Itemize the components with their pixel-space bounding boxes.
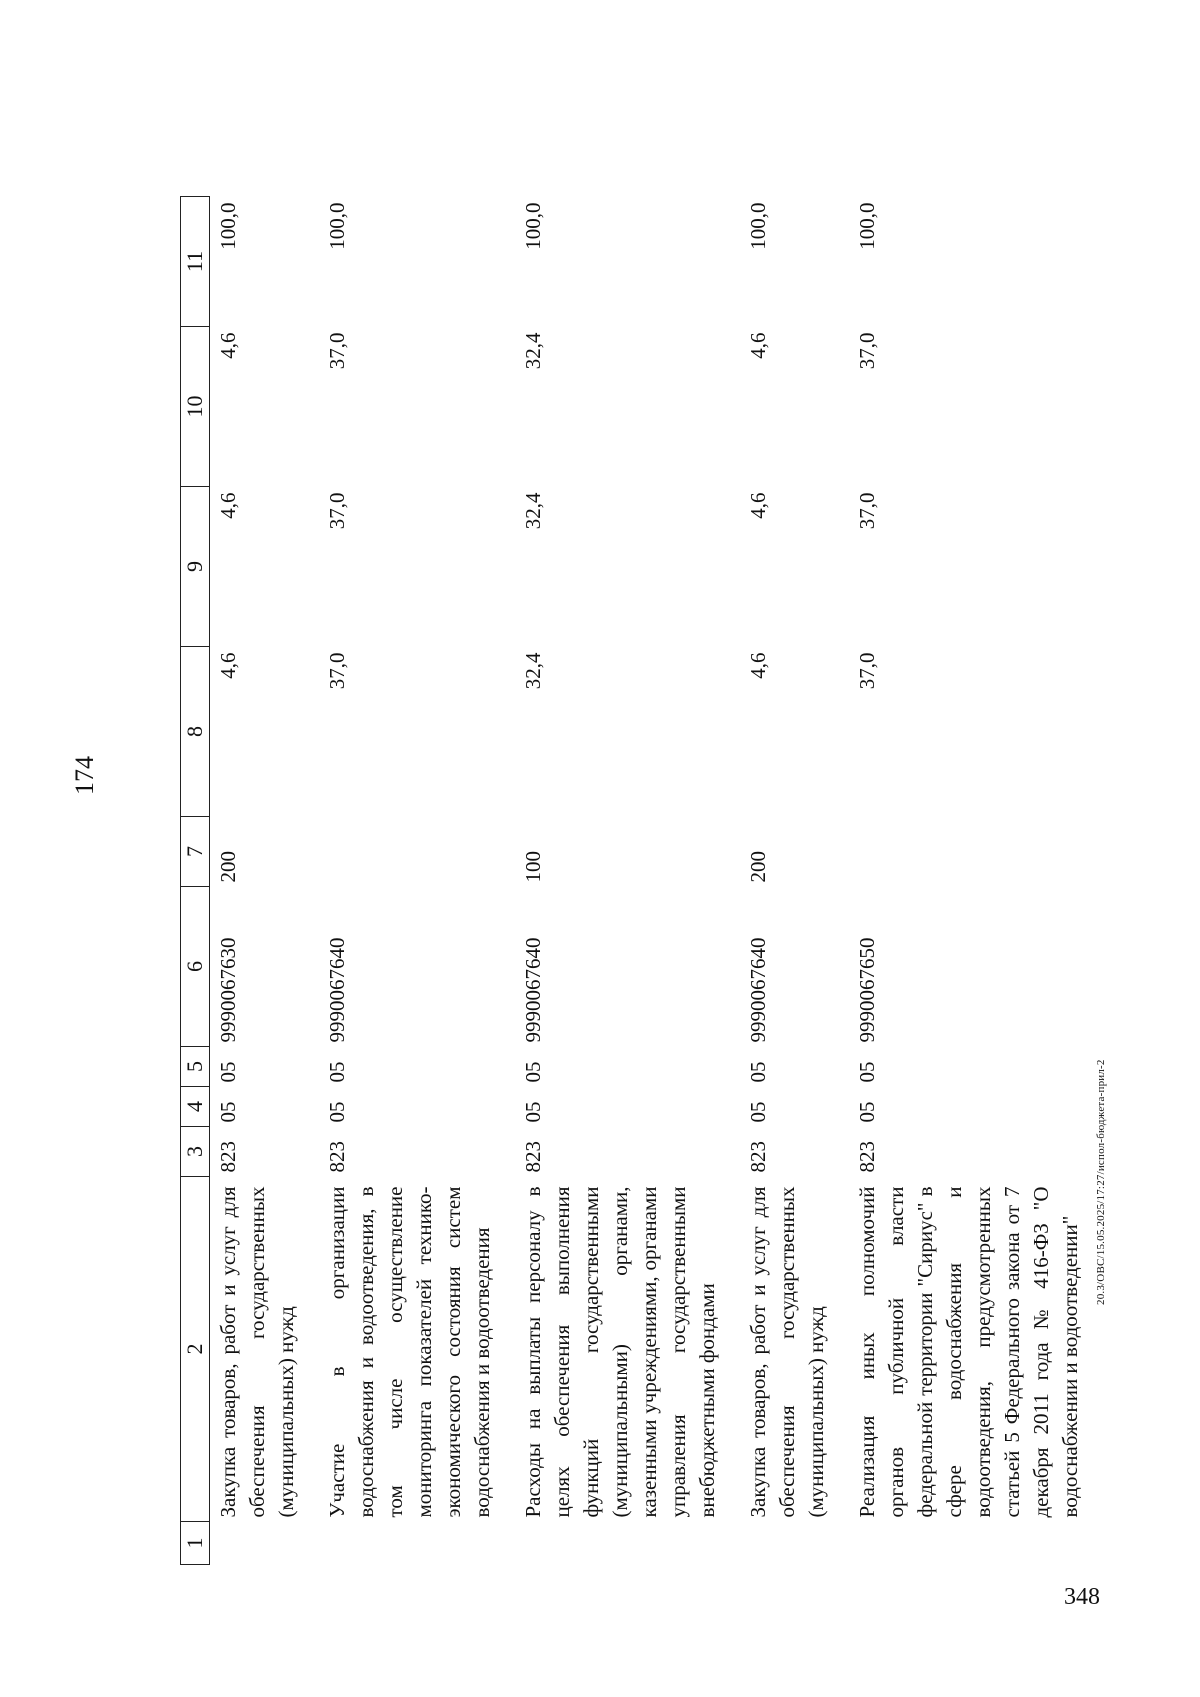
cell-grbs: 823	[521, 1141, 545, 1173]
cell-value: 32,4	[521, 492, 545, 530]
cell-subsection: 05	[855, 1061, 879, 1083]
cell-grbs: 823	[746, 1141, 770, 1173]
cell-subsection: 05	[325, 1061, 349, 1083]
cell-value: 4,6	[216, 652, 240, 679]
col-header: 11	[181, 197, 210, 327]
row-description: Реализация иных полномочий органов публичной власти федеральной территории "Сириус" в сфере водоснабжения и водоотведения, предусмотренных статьей 5 Федерального закона от 7 декабря 2011 года № 416-ФЗ "О водоснабжении и водоотведении"	[855, 1186, 1082, 1518]
cell-value: 4,6	[216, 332, 240, 359]
cell-value: 4,6	[746, 492, 770, 519]
cell-value: 4,6	[746, 652, 770, 679]
cell-value: 37,0	[325, 492, 349, 530]
col-header: 4	[181, 1087, 210, 1127]
cell-value: 37,0	[855, 332, 879, 370]
budget-table	[180, 196, 1103, 1565]
table-row	[319, 197, 515, 1565]
document-footer-id: 20.3/ОВС/15.05.2025/17:27/испол-бюджета-прил-2	[1095, 1059, 1107, 1305]
rotated-page	[70, 5, 1160, 1565]
cell-section: 05	[855, 1101, 879, 1123]
row-description: Закупка товаров, работ и услуг для обеспечения государственных (муниципальных) нужд	[746, 1186, 828, 1518]
col-header: 7	[181, 817, 210, 887]
cell-percent: 100,0	[325, 202, 349, 250]
table-row	[210, 197, 320, 1565]
cell-value: 37,0	[855, 492, 879, 530]
cell-section: 05	[746, 1101, 770, 1123]
table-row	[740, 197, 849, 1565]
cell-target-article: 9990067640	[746, 937, 770, 1043]
cell-subsection: 05	[746, 1061, 770, 1083]
col-header: 6	[181, 887, 210, 1047]
table-row	[515, 197, 740, 1565]
header-row	[181, 197, 210, 1565]
cell-value: 32,4	[521, 652, 545, 690]
cell-value: 4,6	[216, 492, 240, 519]
cell-target-article: 9990067650	[855, 937, 879, 1043]
cell-section: 05	[216, 1101, 240, 1123]
cell-percent: 100,0	[216, 202, 240, 250]
cell-value: 37,0	[325, 332, 349, 370]
table-row	[849, 197, 1103, 1565]
col-header: 8	[181, 647, 210, 817]
col-header: 3	[181, 1127, 210, 1177]
row-description: Расходы на выплаты персоналу в целях обеспечения выполнения функций государственными (муниципальными) органами, казенными учреждениями, органами управления государственными внебюджетными фондами	[521, 1186, 719, 1518]
cell-percent: 100,0	[855, 202, 879, 250]
cell-section: 05	[521, 1101, 545, 1123]
cell-value: 37,0	[325, 652, 349, 690]
cell-value: 32,4	[521, 332, 545, 370]
cell-subsection: 05	[521, 1061, 545, 1083]
cell-value: 4,6	[746, 332, 770, 359]
cell-target-article: 9990067630	[216, 937, 240, 1043]
cell-percent: 100,0	[746, 202, 770, 250]
cell-expense-type	[849, 817, 1103, 887]
cell-target-article: 9990067640	[325, 937, 349, 1043]
col-header: 5	[181, 1047, 210, 1087]
cell-section: 05	[325, 1101, 349, 1123]
col-header: 2	[181, 1177, 210, 1522]
cell-expense-type	[319, 817, 515, 887]
col-header: 1	[181, 1522, 210, 1565]
row-description: Закупка товаров, работ и услуг для обеспечения государственных (муниципальных) нужд	[216, 1186, 298, 1518]
row-description: Участие в организации водоснабжения и водоотведения, в том числе осуществление мониторинга показателей технико-экономического состояния систем водоснабжения и водоотведения	[325, 1186, 494, 1518]
col-header: 9	[181, 487, 210, 647]
cell-grbs: 823	[325, 1141, 349, 1173]
col-header: 10	[181, 327, 210, 487]
cell-expense-type: 200	[216, 851, 240, 883]
cell-expense-type: 100	[521, 851, 545, 883]
cell-target-article: 9990067640	[521, 937, 545, 1043]
cell-grbs: 823	[855, 1141, 879, 1173]
cell-value: 37,0	[855, 652, 879, 690]
cell-expense-type: 200	[746, 851, 770, 883]
page-number-bottom: 348	[1064, 1584, 1100, 1610]
cell-percent: 100,0	[521, 202, 545, 250]
cell-grbs: 823	[216, 1141, 240, 1173]
cell-subsection: 05	[216, 1061, 240, 1083]
page-number-top: 174	[70, 756, 99, 795]
